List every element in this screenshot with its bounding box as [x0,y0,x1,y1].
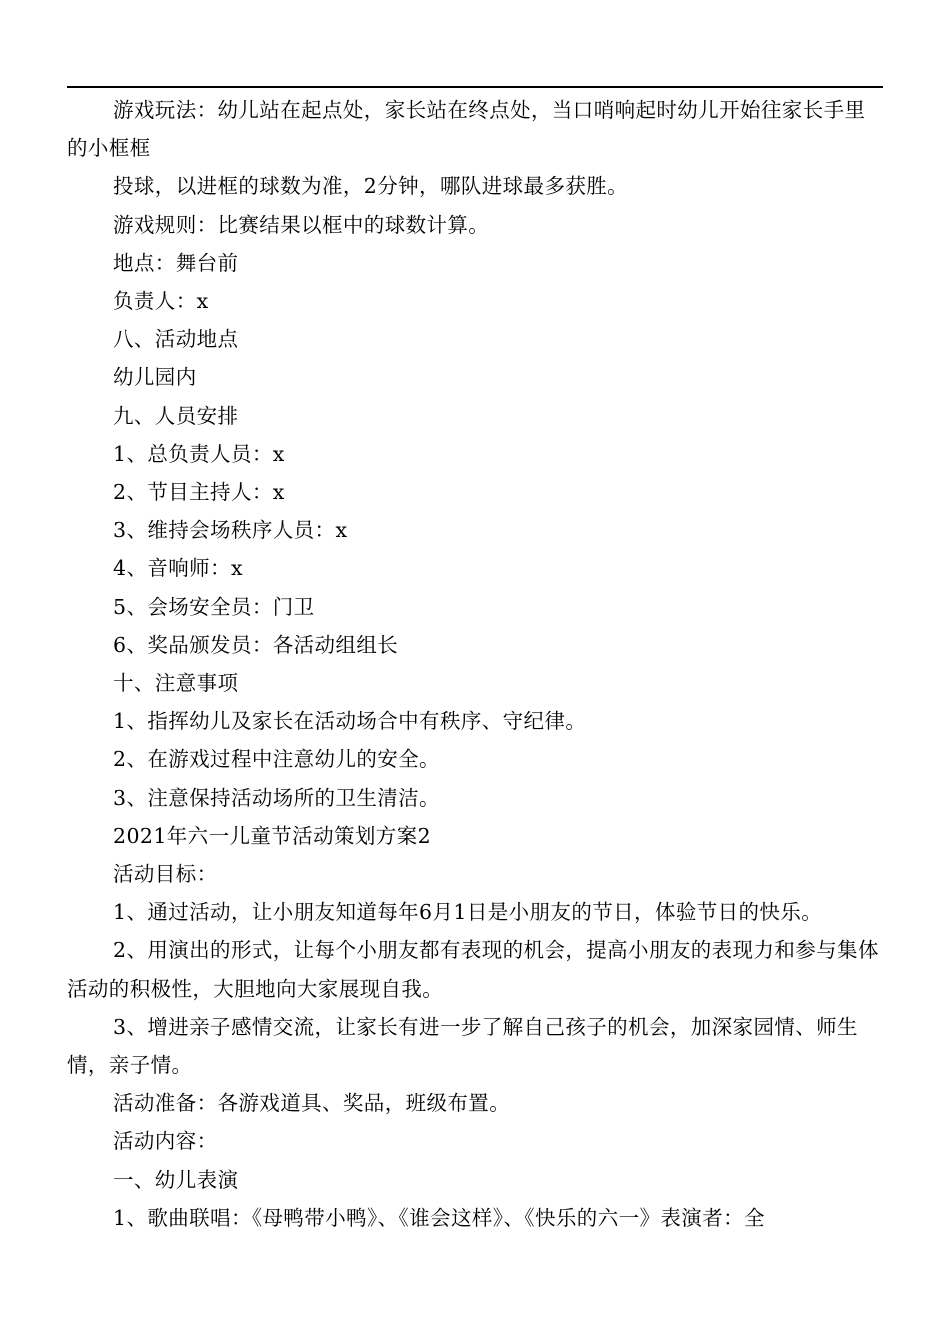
paragraph: 活动内容： [113,1129,218,1154]
document-body [67,91,883,1237]
section-heading: 九、人员安排 [113,403,239,428]
header-rule [67,86,883,88]
list-item: 1、总负责人员：x [113,441,285,466]
paragraph: 游戏玩法：幼儿站在起点处，家长站在终点处，当口哨响起时幼儿开始往家长手里的小框框 [67,98,866,161]
list-item: 1、通过活动，让小朋友知道每年6月1日是小朋友的节日，体验节日的快乐。 [113,900,823,925]
document-title: 2021年六一儿童节活动策划方案2 [113,823,432,848]
paragraph: 地点：舞台前 [113,250,239,275]
paragraph: 幼儿园内 [113,365,197,390]
paragraph: 负责人：x [113,289,209,314]
paragraph: 投球，以进框的球数为准，2分钟，哪队进球最多获胜。 [113,174,629,199]
list-item: 5、会场安全员：门卫 [113,594,315,619]
list-item: 6、奖品颁发员：各活动组组长 [113,632,399,657]
list-item: 2、用演出的形式，让每个小朋友都有表现的机会，提高小朋友的表现力和参与集体活动的积极性，大胆地向大家展现自我。 [67,938,879,1001]
paragraph: 游戏规则：比赛结果以框中的球数计算。 [113,212,490,237]
list-item: 2、节目主持人：x [113,480,285,505]
list-item: 3、注意保持活动场所的卫生清洁。 [113,785,440,810]
section-heading: 八、活动地点 [113,327,239,352]
paragraph: 活动准备：各游戏道具、奖品，班级布置。 [113,1091,511,1116]
section-heading: 十、注意事项 [113,671,239,696]
paragraph: 活动目标： [113,862,218,887]
list-item: 2、在游戏过程中注意幼儿的安全。 [113,747,440,772]
list-item: 3、维持会场秩序人员：x [113,518,348,543]
list-item: 1、指挥幼儿及家长在活动场合中有秩序、守纪律。 [113,709,587,734]
list-item: 1、歌曲联唱：《母鸭带小鸭》、《谁会这样》、《快乐的六一》表演者：全 [113,1205,765,1230]
section-heading: 一、幼儿表演 [113,1167,239,1192]
list-item: 3、增进亲子感情交流，让家长有进一步了解自己孩子的机会，加深家园情、师生情，亲子情。 [67,1014,858,1078]
list-item: 4、音响师：x [113,556,243,581]
